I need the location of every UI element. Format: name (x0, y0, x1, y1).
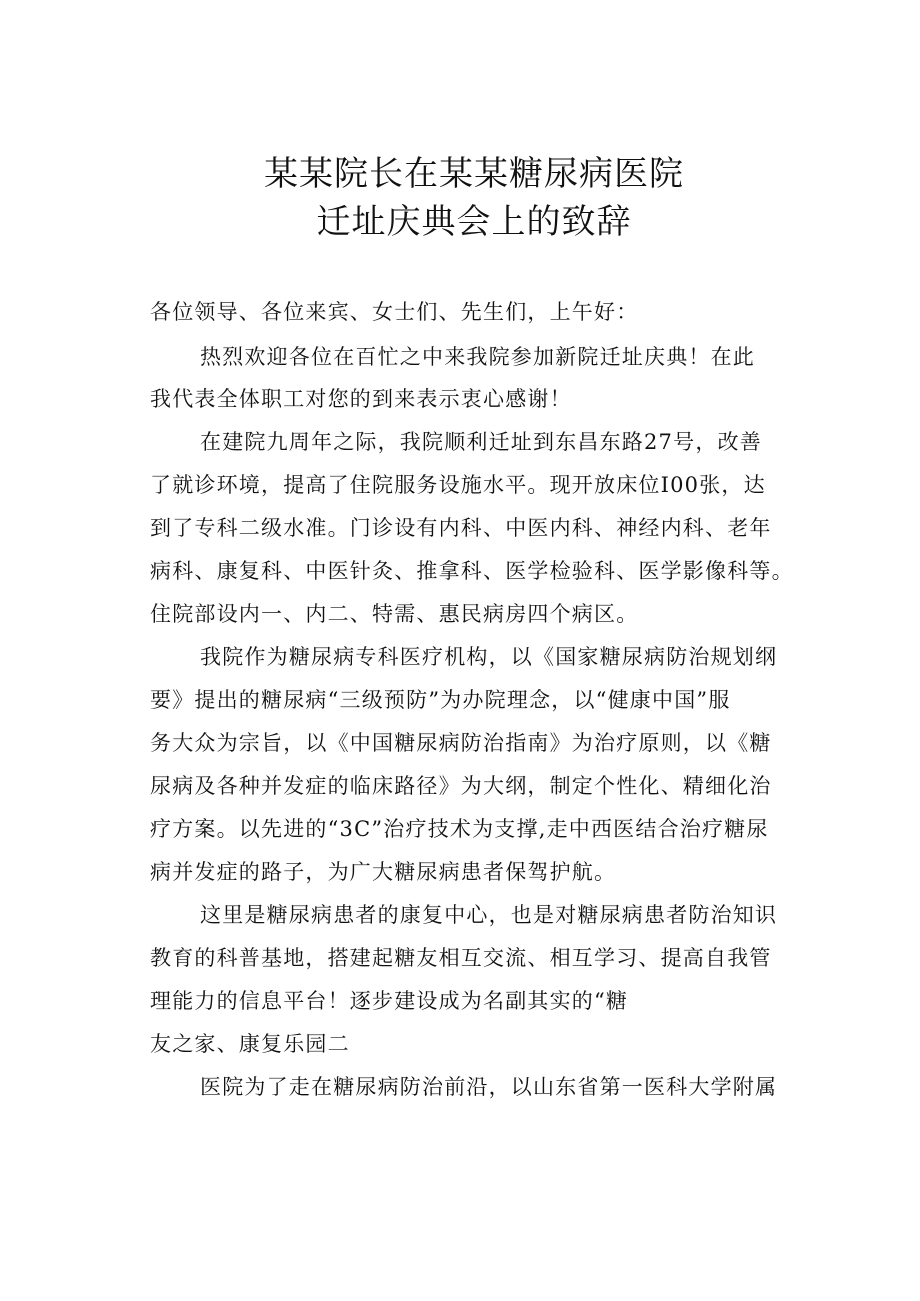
paragraph-line: 这里是糖尿病患者的康复中心，也是对糖尿病患者防治知识 (200, 903, 778, 927)
paragraph-line: 病科、康复科、中医针灸、推拿科、医学检验科、医学影像科等。 (150, 559, 794, 583)
paragraph-line: 尿病及各种并发症的临床路径》为大纲，制定个性化、精细化治 (150, 774, 772, 798)
paragraph-line: 友之家、康复乐园二 (150, 1032, 350, 1056)
paragraph-line: 我代表全体职工对您的到来表示衷心感谢！ (150, 387, 572, 411)
document-title-line-2: 迁址庆典会上的致辞 (316, 202, 632, 242)
paragraph-line: 病并发症的路子，为广大糖尿病患者保驾护航。 (150, 860, 617, 884)
paragraph-line: 医院为了走在糖尿病防治前沿，以山东省第一医科大学附属 (200, 1075, 778, 1099)
paragraph-line: 热烈欢迎各位在百忙之中来我院参加新院迁址庆典！在此 (200, 345, 755, 369)
paragraph-line: 务大众为宗旨，以《中国糖尿病防治指南》为治疗原则，以《糖 (150, 731, 772, 755)
paragraph-line: 我院作为糖尿病专科医疗机构，以《国家糖尿病防治规划纲 (200, 645, 778, 669)
paragraph-line: 教育的科普基地，搭建起糖友相互交流、相互学习、提高自我管 (150, 946, 772, 970)
paragraph-line: 理能力的信息平台！逐步建设成为名副其实的“糖 (150, 989, 629, 1013)
paragraph-line: 住院部设内一、内二、特需、惠民病房四个病区。 (150, 602, 639, 626)
paragraph-line: 到了专科二级水准。门诊设有内科、中医内科、神经内科、老年 (150, 516, 772, 540)
salutation-line: 各位领导、各位来宾、女士们、先生们，上午好： (150, 300, 639, 324)
document-title-line-1: 某某院长在某某糖尿病医院 (264, 154, 684, 194)
paragraph-line: 要》提出的糖尿病“三级预防”为办院理念，以“健康中国”服 (150, 688, 731, 712)
paragraph-line: 了就诊环境，提高了住院服务设施水平。现开放床位I00张，达 (150, 473, 766, 497)
paragraph-line: 疗方案。以先进的“3C”治疗技术为支撑,走中西医结合治疗糖尿 (150, 817, 769, 841)
paragraph-line: 在建院九周年之际，我院顺利迁址到东昌东路27号，改善 (200, 430, 762, 454)
